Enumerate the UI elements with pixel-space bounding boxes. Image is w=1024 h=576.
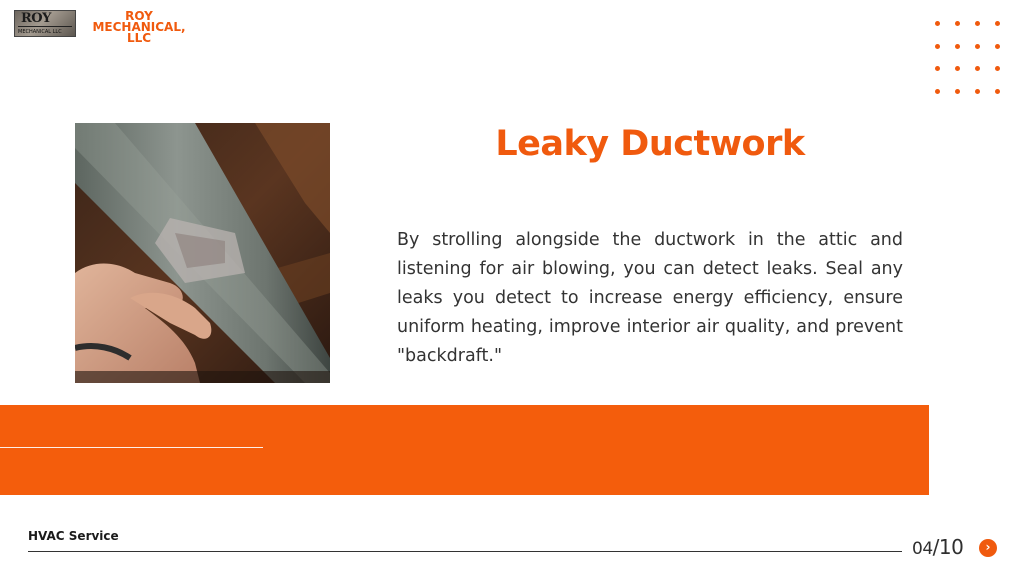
page-indicator (912, 535, 963, 559)
page-current: 04 (912, 539, 933, 559)
ductwork-photo (75, 123, 330, 383)
slide-body-text: By strolling alongside the ductwork in the attic and listening for air blowing, you can detect leaks. Seal any leaks you detect to increase energy efficiency, ensure uniform heating, improve interior air quality, and prevent "backdraft." (397, 230, 903, 366)
band-divider-line (0, 447, 263, 448)
logo-divider (18, 26, 72, 27)
chevron-right-icon: › (985, 540, 991, 554)
accent-band (0, 405, 929, 495)
company-logo (14, 10, 76, 37)
footer-label: HVAC Service (28, 529, 119, 543)
logo-text: ROY (21, 11, 51, 26)
next-slide-button[interactable] (979, 539, 997, 557)
decorative-dot-grid (930, 16, 1004, 100)
footer-divider (28, 551, 902, 552)
slide-title: Leaky Ductwork (495, 124, 805, 164)
page-total: /10 (932, 535, 964, 559)
company-name: ROY MECHANICAL, LLC (92, 9, 186, 45)
logo-subtext: MECHANICAL LLC (18, 29, 62, 35)
